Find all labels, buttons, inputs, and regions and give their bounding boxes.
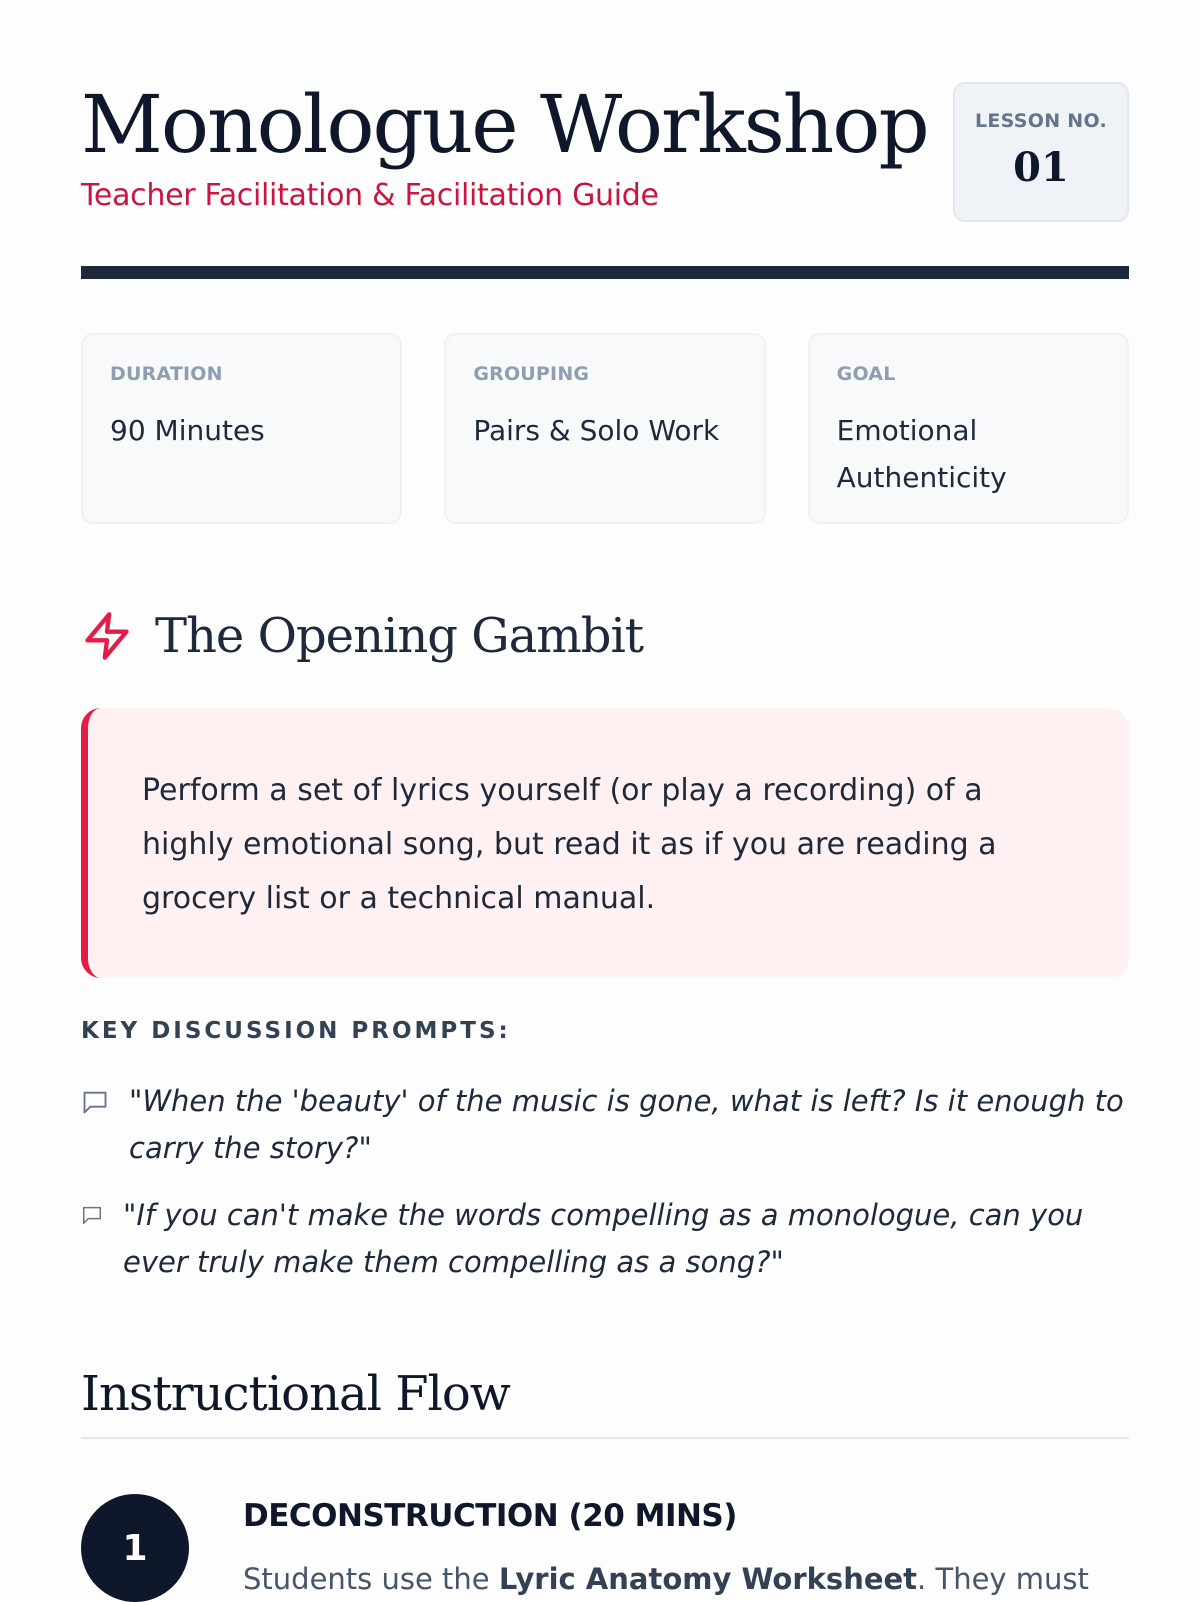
prompt-text: "When the 'beauty' of the music is gone, what is left? Is it enough to carry the story?" (129, 1084, 1124, 1165)
speech-bubble-icon (81, 1088, 109, 1116)
card-label: DURATION (110, 363, 223, 385)
speech-bubble-icon (81, 1204, 103, 1226)
opening-gambit-heading (81, 608, 1129, 678)
step-text-after: . They must (917, 1562, 1089, 1596)
grouping-card (444, 333, 765, 524)
card-value: 90 Minutes (110, 414, 265, 447)
card-value: Emotional Authenticity (836, 414, 1007, 494)
step-text-before: Students use the (243, 1562, 499, 1596)
goal-card (808, 333, 1129, 524)
lesson-number-badge (953, 82, 1129, 222)
page-header (81, 80, 1129, 230)
page-subtitle: Teacher Facilitation & Facilitation Guide (81, 178, 659, 213)
step-title: DECONSTRUCTION (20 MINS) (243, 1498, 737, 1534)
info-cards (81, 333, 1129, 524)
callout-text: Perform a set of lyrics yourself (or play a recording) of a highly emotional song, but read it as if you are reading a grocery list or a technical manual. (142, 773, 997, 916)
opening-callout (81, 708, 1129, 978)
prompt-text: "If you can't make the words compelling as a monologue, can you ever truly make them compelling as a song?" (123, 1198, 1084, 1279)
card-value: Pairs & Solo Work (473, 414, 720, 447)
section-title: The Opening Gambit (155, 608, 644, 664)
card-label: GOAL (836, 363, 896, 385)
lesson-number-value: 01 (1013, 144, 1069, 191)
lightning-bolt-icon (81, 610, 133, 662)
instructional-flow-title: Instructional Flow (81, 1366, 510, 1422)
header-divider (81, 266, 1129, 279)
lesson-number-label: LESSON NO. (974, 110, 1108, 132)
step-description (243, 1556, 1089, 1602)
duration-card (81, 333, 402, 524)
prompts-label: KEY DISCUSSION PROMPTS: (81, 1018, 511, 1044)
worksheet-name: Lyric Anatomy Worksheet (498, 1562, 918, 1596)
card-label: GROUPING (473, 363, 590, 385)
section-divider (81, 1437, 1129, 1439)
step-number-badge: 1 (81, 1494, 189, 1602)
page-title: Monologue Workshop (81, 78, 928, 171)
